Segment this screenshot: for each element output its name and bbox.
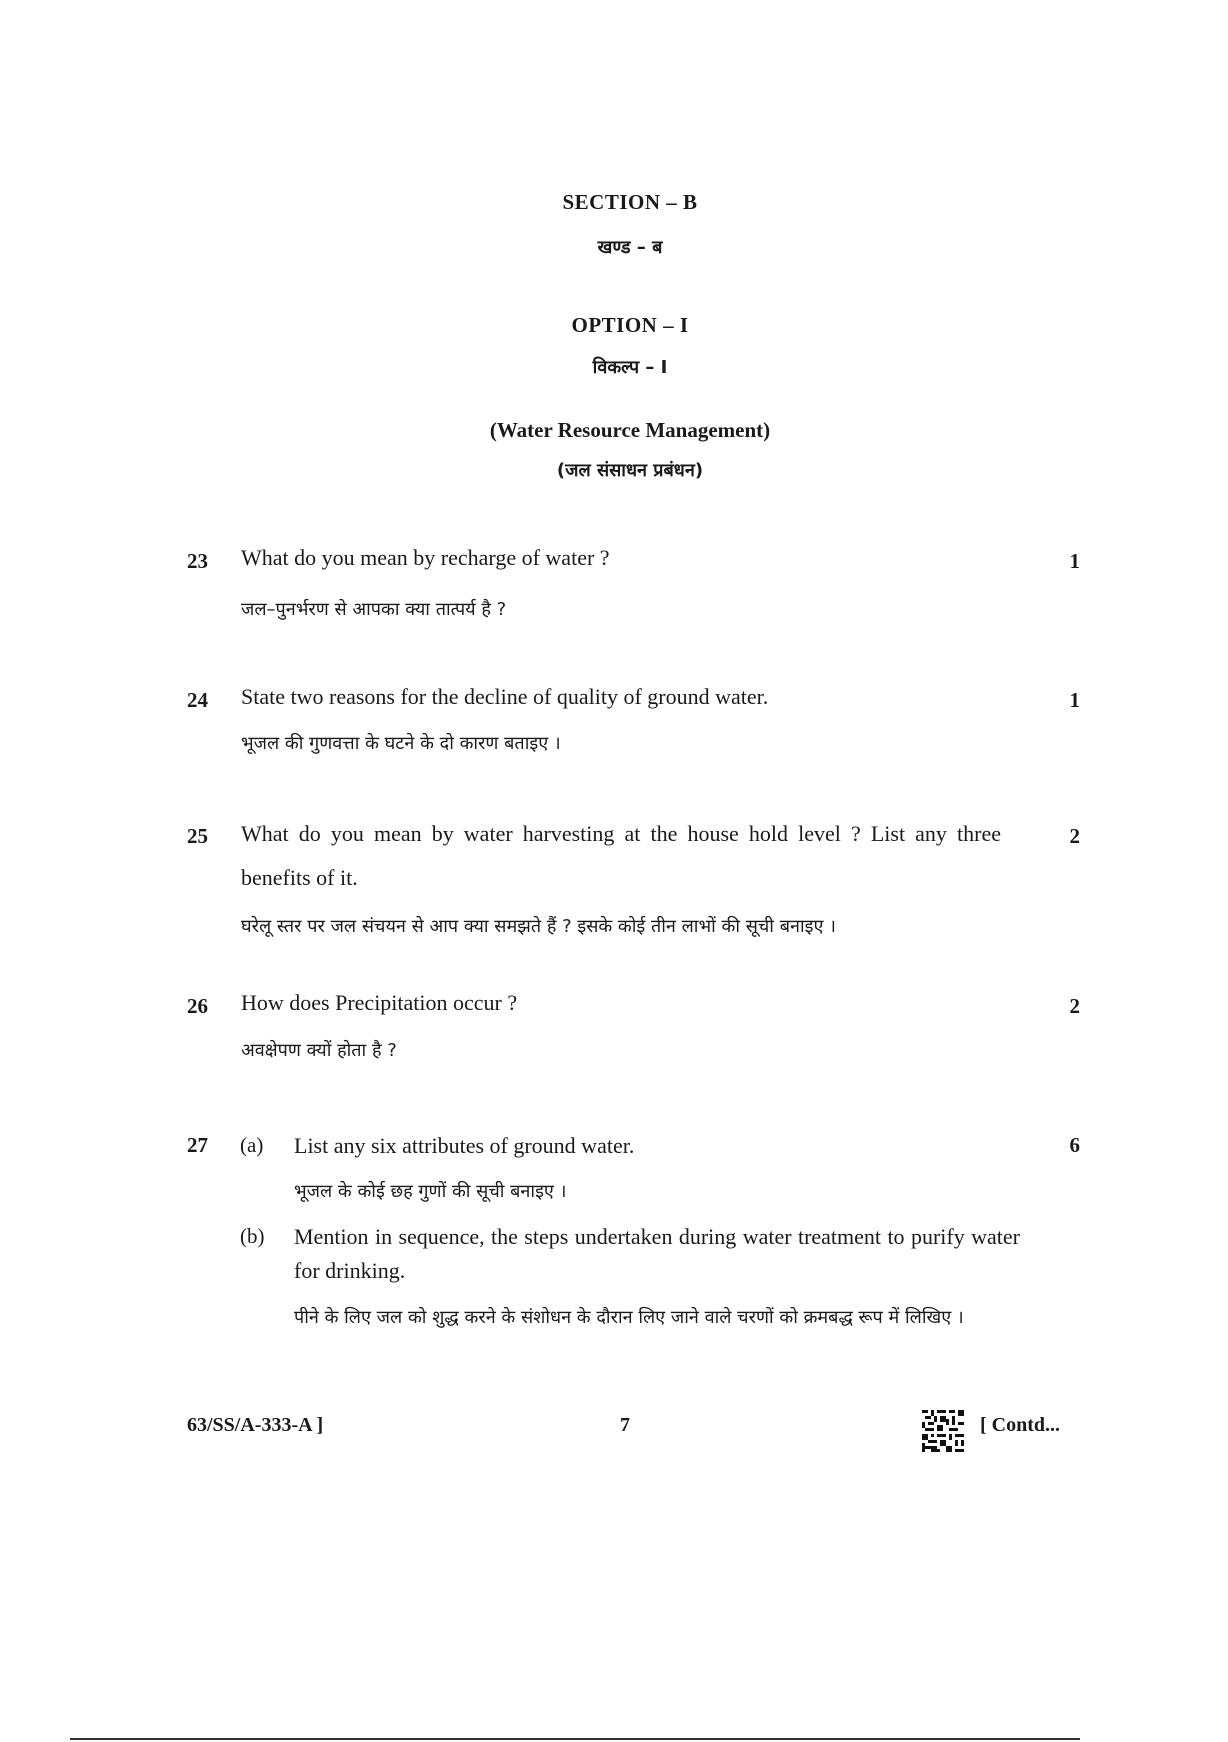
question-number: 23 (187, 549, 208, 573)
question-text-en: How does Precipitation occur ? (241, 990, 518, 1015)
part-text-hi: भूजल के कोई छह गुणों की सूची बनाइए । (294, 1181, 567, 1202)
part-label: (b) (240, 1224, 265, 1248)
topic-title-en: (Water Resource Management) (489, 418, 771, 442)
topic-title-hi: (जल संसाधन प्रबंधन) (556, 460, 704, 481)
question-marks: 1 (1069, 688, 1080, 712)
question-text-hi: जल–पुनर्भरण से आपका क्या तात्पर्य है ? (241, 599, 507, 620)
question-number: 24 (187, 688, 208, 712)
section-title-hi: खण्ड – ब (597, 237, 663, 258)
question-marks: 6 (1069, 1133, 1080, 1157)
part-text-hi: पीने के लिए जल को शुद्ध करने के संशोधन के दौरान लिए जाने वाले चरणों को क्रमबद्ध रूप में लिखिए । (294, 1307, 964, 1328)
question-text-en: What do you mean by recharge of water ? (241, 545, 610, 570)
page-bottom-rule (70, 1738, 1080, 1740)
question-text-en: What do you mean by water harvesting at the house hold level ? List any three benefits of it. (241, 821, 1001, 890)
question-text-hi: घरेलू स्तर पर जल संचयन से आप क्या समझते हैं ? इसके कोई तीन लाभों की सूची बनाइए । (241, 916, 836, 937)
option-title-en: OPTION – I (571, 313, 689, 337)
question-marks: 2 (1069, 824, 1080, 848)
paper-code: 63/SS/A-333-A ] (187, 1414, 324, 1436)
qr-code-icon (922, 1410, 964, 1452)
page-number: 7 (620, 1414, 630, 1436)
question-text-hi: भूजल की गुणवत्ता के घटने के दो कारण बताइए । (241, 733, 561, 754)
question-marks: 1 (1069, 549, 1080, 573)
part-text-en: Mention in sequence, the steps undertaken during water treatment to purify water for drinking. (294, 1224, 1020, 1283)
question-number: 25 (187, 824, 208, 848)
question-text-hi: अवक्षेपण क्यों होता है ? (241, 1040, 397, 1061)
question-number: 27 (187, 1133, 208, 1157)
section-title-en: SECTION – B (562, 190, 698, 214)
part-label: (a) (240, 1133, 264, 1157)
continued-label: [ Contd... (980, 1414, 1061, 1436)
question-text-en: State two reasons for the decline of quality of ground water. (241, 684, 769, 709)
question-number: 26 (187, 994, 208, 1018)
option-title-hi: विकल्प – I (592, 357, 668, 378)
question-marks: 2 (1069, 994, 1080, 1018)
part-text-en: List any six attributes of ground water. (294, 1133, 635, 1158)
